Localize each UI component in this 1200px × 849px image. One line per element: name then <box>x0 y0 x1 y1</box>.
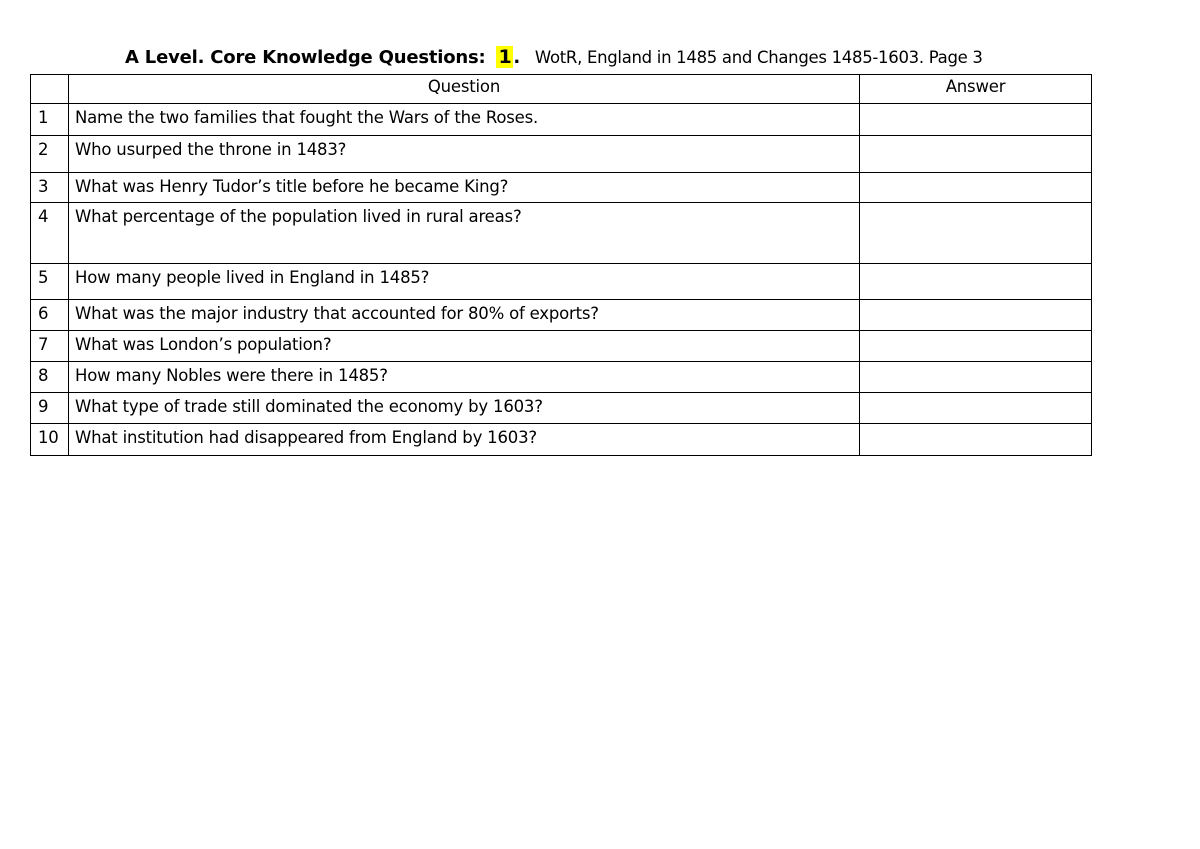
question-cell: What was the major industry that accounted for 80% of exports? <box>69 300 860 331</box>
answer-cell[interactable] <box>860 300 1092 331</box>
header-answer: Answer <box>860 75 1092 104</box>
row-number: 10 <box>31 424 69 456</box>
table-row <box>31 203 1092 264</box>
answer-cell[interactable] <box>860 362 1092 393</box>
row-number: 1 <box>31 104 69 136</box>
question-cell: What was Henry Tudor’s title before he became King? <box>69 173 860 203</box>
answer-cell[interactable] <box>860 393 1092 424</box>
question-cell: Who usurped the throne in 1483? <box>69 136 860 173</box>
answer-cell[interactable] <box>860 264 1092 300</box>
row-number: 9 <box>31 393 69 424</box>
row-number: 4 <box>31 203 69 264</box>
answer-cell[interactable] <box>860 331 1092 362</box>
question-cell: What percentage of the population lived in rural areas? <box>69 203 860 264</box>
answer-cell[interactable] <box>860 424 1092 456</box>
title-number-highlight: 1 <box>498 46 512 68</box>
header-number <box>31 75 69 104</box>
row-number: 5 <box>31 264 69 300</box>
row-number: 2 <box>31 136 69 173</box>
question-cell: What type of trade still dominated the economy by 1603? <box>69 393 860 424</box>
page-title <box>125 46 983 68</box>
questions-table <box>30 74 1092 456</box>
title-subtitle: WotR, England in 1485 and Changes 1485-1603. Page 3 <box>534 48 983 67</box>
table-row <box>31 300 1092 331</box>
answer-cell[interactable] <box>860 136 1092 173</box>
table-row <box>31 173 1092 203</box>
answer-cell[interactable] <box>860 173 1092 203</box>
table-header-row <box>31 75 1092 104</box>
question-cell: Name the two families that fought the Wars of the Roses. <box>69 104 860 136</box>
table-row <box>31 424 1092 456</box>
question-cell: What was London’s population? <box>69 331 860 362</box>
table-row <box>31 136 1092 173</box>
row-number: 3 <box>31 173 69 203</box>
table-row <box>31 362 1092 393</box>
title-main: A Level. Core Knowledge Questions: <box>125 47 486 68</box>
row-number: 7 <box>31 331 69 362</box>
header-question: Question <box>69 75 860 104</box>
table-row <box>31 104 1092 136</box>
question-cell: How many Nobles were there in 1485? <box>69 362 860 393</box>
answer-cell[interactable] <box>860 203 1092 264</box>
answer-cell[interactable] <box>860 104 1092 136</box>
table-row <box>31 264 1092 300</box>
title-dot: . <box>513 47 520 68</box>
row-number: 6 <box>31 300 69 331</box>
table-row <box>31 393 1092 424</box>
question-cell: What institution had disappeared from England by 1603? <box>69 424 860 456</box>
table-row <box>31 331 1092 362</box>
row-number: 8 <box>31 362 69 393</box>
question-cell: How many people lived in England in 1485? <box>69 264 860 300</box>
